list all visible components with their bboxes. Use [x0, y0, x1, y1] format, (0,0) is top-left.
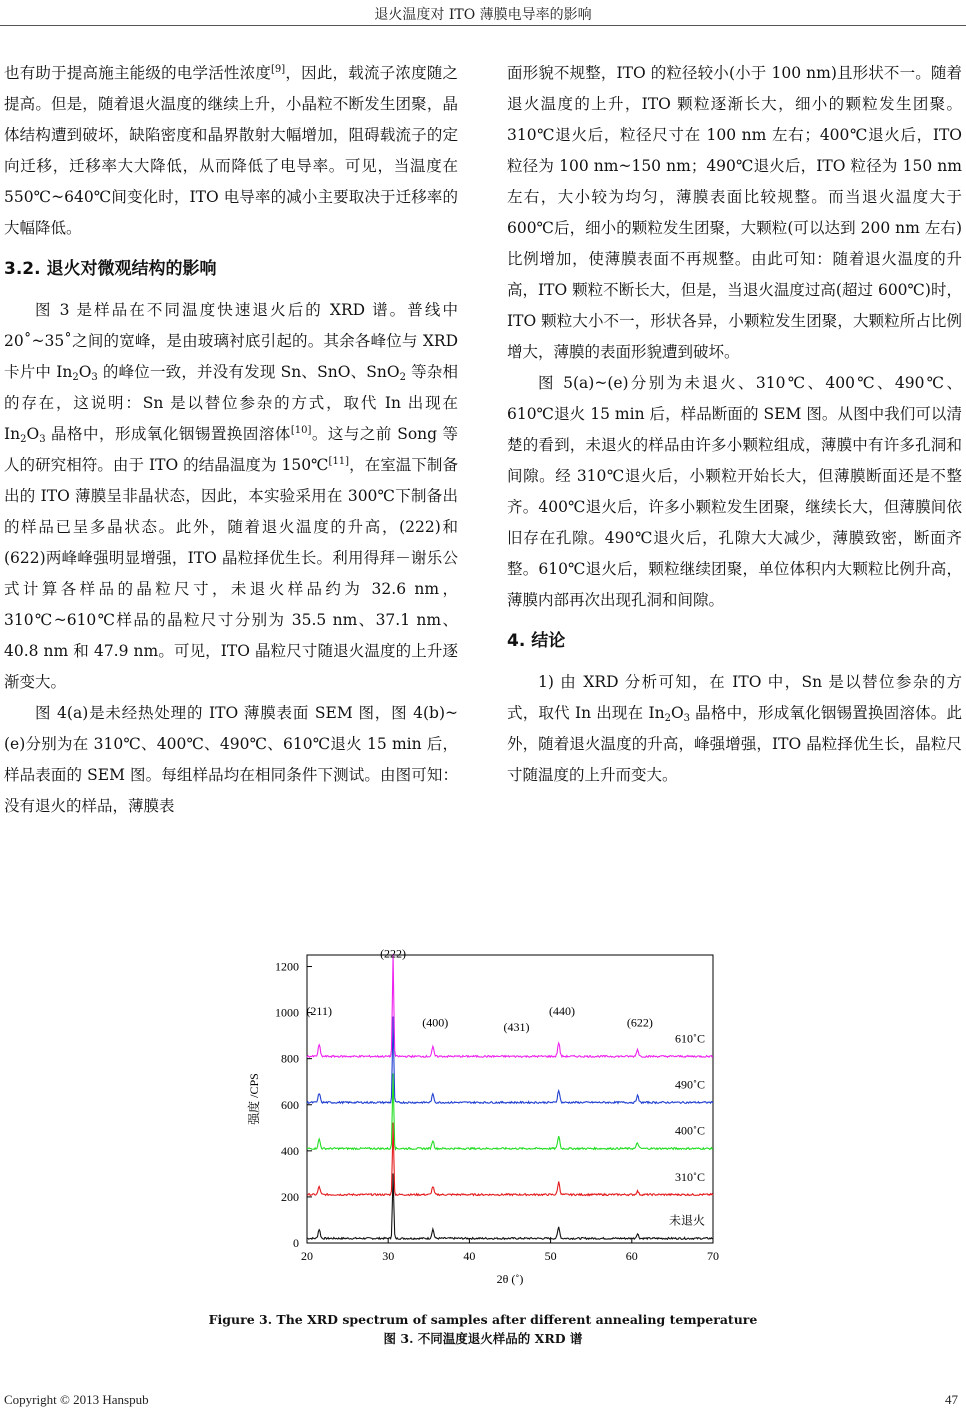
right-column [507, 58, 962, 791]
caption-zh: 图 3. 不同温度退火样品的 XRD 谱 [383, 1331, 583, 1346]
series-line [307, 1123, 713, 1196]
citation[interactable]: [9] [271, 64, 286, 75]
citation[interactable]: [10] [290, 425, 312, 436]
paragraph: 图 5(a)~(e)分别为未退火、310℃、400℃、490℃、610℃退火 15 min 后，样品断面的 SEM 图。从图中我们可以清楚的看到，未退火的样品由许多小颗粒组成，薄膜中有许多孔洞和间隙。经 310℃退火后，小颗粒开始长大，但薄膜断面还是不整齐。400℃退火后，许多小颗粒发生团聚，继续长大，但薄膜间依旧存在孔隙。490℃退火后，孔隙大大减少，薄膜致密，断面齐整。610℃退火后，颗粒继续团聚，单位体积内大颗粒比例升高，薄膜内部再次出现孔洞和间隙。 [507, 374, 962, 609]
x-tick-label: 20 [301, 1249, 313, 1263]
paragraph: 面形貌不规整，ITO 的粒径较小(小于 100 nm)且形状不一。随着退火温度的上升，ITO 颗粒逐渐长大，细小的颗粒发生团聚。310℃退火后，粒径尺寸在 100 nm 左右；400℃退火后，ITO 粒径为 100 nm~150 nm；490℃退火后，ITO 粒径为 150 nm 左右，大小较为均匀，薄膜表面比较规整。而当退火温度大于 600℃后，细小的颗粒发生团聚，大颗粒(可以达到 200 nm 左右)比例增加，使薄膜表面不再规整。由此可知：随着退火温度的升高，ITO 颗粒不断长大，但是，当退火温度过高(超过 600℃)时，ITO 颗粒大小不一，形状各异，小颗粒发生团聚，大颗粒所占比例增大，薄膜的表面形貌遭到破坏。 [507, 64, 962, 361]
section-heading: 3.2. 退火对微观结构的影响 [4, 259, 217, 279]
x-tick-label: 50 [544, 1249, 557, 1263]
citation[interactable]: [11] [328, 456, 350, 467]
series-label: 400˚C [675, 1123, 705, 1138]
paragraph: 也有助于提高施主能级的电学活性浓度[9]，因此，载流子浓度随之提高。但是，随着退火温度的继续上升，小晶粒不断发生团聚，晶体结构遭到破坏，缺陷密度和晶界散射大幅增加，阻碍载流子的定向迁移，迁移率大大降低，从而降低了电导率。可见，当温度在 550℃~640℃间变化时，ITO 电导率的减小主要取决于迁移率的大幅降低。 [4, 64, 458, 237]
peak-label: (222) [380, 946, 407, 961]
peak-label: (431) [503, 1020, 530, 1035]
x-tick-label: 40 [463, 1249, 476, 1263]
y-tick-label: 200 [281, 1189, 299, 1204]
x-tick-label: 30 [382, 1249, 395, 1263]
paragraph: 图 3 是样品在不同温度快速退火后的 XRD 谱。普线中 20˚~35˚之间的宽峰，是由玻璃衬底引起的。其余各峰位与 XRD 卡片中 $In_2O_3$ 的峰位一致，并没有发现 Sn、SnO、SnO$_2$ 等杂相的存在，这说明：Sn 是以替位参杂的方式，取代 In 出现在 $In_2O_3$ 晶格中，形成氧化铟锡置换固溶体[10]。这与之前 Song 等人的研究相符。由于 ITO 的结晶温度为 150℃[11]，在室温下制备出的 ITO 薄膜呈非晶状态，因此，本实验采用在 300℃下制备出的样品已呈多晶状态。此外，随着退火温度的升高，(222)和(622)两峰峰强明显增强，ITO 晶粒择优生长。利用得拜－谢乐公式计算各样品的晶粒尺寸，未退火样品约为 32.6 nm，310℃~610℃样品的晶粒尺寸分别为 35.5 nm、37.1 nm、40.8 nm 和 47.9 nm。可见，ITO 晶粒尺寸随退火温度的上升逐渐变大。 [4, 301, 458, 691]
peak-label: (211) [306, 1003, 332, 1018]
page-number: 47 [945, 1392, 958, 1407]
series-label: 490˚C [675, 1077, 705, 1092]
section-heading: 4. 结论 [507, 631, 566, 651]
paragraph: 图 4(a)是未经热处理的 ITO 薄膜表面 SEM 图，图 4(b)~(e)分别为在 310℃、400℃、490℃、610℃退火 15 min 后，样品表面的 SEM 图。每组样品均在相同条件下测试。由图可知：没有退火的样品，薄膜表 [4, 704, 458, 815]
peak-label: (440) [548, 1003, 575, 1018]
xrd-figure [240, 945, 730, 1295]
series-line [307, 954, 713, 1057]
x-tick-label: 70 [707, 1249, 719, 1263]
paragraph: 1) 由 XRD 分析可知，在 ITO 中，Sn 是以替位参杂的方式，取代 In 出现在 $In_2O_3$ 晶格中，形成氧化铟锡置换固溶体。此外，随着退火温度的升高，峰强增强，ITO 晶粒择优生长，晶粒尺寸随温度的上升而变大。 [507, 673, 962, 784]
y-tick-label: 0 [293, 1236, 299, 1250]
x-tick-label: 60 [625, 1249, 638, 1263]
y-axis-label: 强度 /CPS [247, 1073, 261, 1125]
series-label: 310˚C [675, 1169, 705, 1184]
caption-en: Figure 3. The XRD spectrum of samples after different annealing temperature [208, 1312, 758, 1327]
y-tick-label: 600 [281, 1097, 299, 1112]
x-axis-label: 2θ (˚) [496, 1272, 524, 1286]
copyright: Copyright © 2013 Hanspub [4, 1392, 149, 1407]
y-tick-label: 1200 [275, 959, 299, 974]
y-tick-label: 1000 [275, 1005, 299, 1020]
figure-caption [0, 1310, 966, 1348]
series-line [307, 1073, 713, 1149]
header-rule [0, 25, 966, 26]
y-tick-label: 800 [281, 1051, 299, 1066]
plot-frame [307, 955, 713, 1243]
peak-label: (400) [422, 1015, 449, 1030]
series-label: 未退火 [668, 1213, 705, 1228]
left-column [4, 58, 458, 822]
y-tick-label: 400 [281, 1143, 299, 1158]
series-label: 610˚C [675, 1031, 705, 1046]
running-header: 退火温度对 ITO 薄膜电导率的影响 [374, 7, 592, 23]
peak-label: (622) [626, 1015, 653, 1030]
series-line [307, 1174, 713, 1240]
xrd-chart [240, 945, 730, 1295]
